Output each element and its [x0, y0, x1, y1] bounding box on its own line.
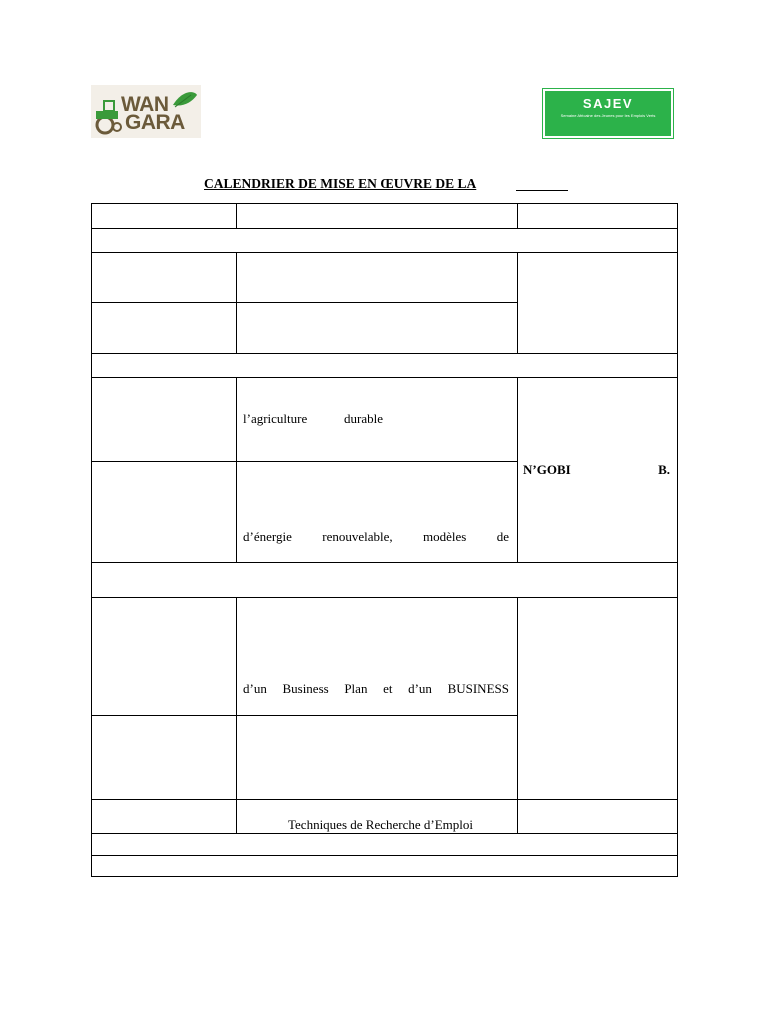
logo-text-wan: WAN	[121, 93, 169, 116]
row-divider	[92, 252, 677, 253]
sajev-logo	[543, 89, 673, 138]
column-divider	[236, 597, 237, 833]
cell-activity-job-search: Techniques de Recherche d’Emploi	[288, 817, 473, 832]
column-divider	[517, 377, 518, 562]
row-divider	[92, 353, 677, 354]
column-divider	[236, 377, 237, 562]
row-divider	[92, 377, 677, 378]
row-divider	[92, 562, 677, 563]
title-blank-underline	[516, 190, 568, 191]
row-divider	[92, 461, 517, 462]
row-divider	[92, 597, 677, 598]
column-divider	[517, 597, 518, 833]
sajev-name: SAJEV	[582, 96, 634, 111]
column-divider	[236, 252, 237, 353]
cell-activity-sustainable-agriculture: l’agriculture durable	[243, 411, 383, 426]
cell-responsible-ngobi: N’GOBI B.	[523, 462, 670, 477]
implementation-calendar-table	[91, 203, 678, 877]
column-divider	[236, 204, 237, 228]
cell-activity-renewable-energy: d’énergie renouvelable, modèles de	[243, 529, 509, 544]
row-divider	[92, 799, 677, 800]
row-divider	[92, 833, 677, 834]
row-divider	[92, 715, 517, 716]
wangara-logo	[91, 85, 201, 138]
row-divider	[92, 855, 677, 856]
row-divider	[92, 302, 517, 303]
sajev-tagline: Semaine Africaine des Jeunes pour les Emplois Verts	[560, 113, 656, 118]
row-divider	[92, 228, 677, 229]
cell-activity-business-plan: d’un Business Plan et d’un BUSINESS	[243, 681, 509, 696]
logo-text-gara: GARA	[125, 111, 185, 134]
document-title: CALENDRIER DE MISE EN ŒUVRE DE LA	[204, 176, 477, 191]
column-divider	[517, 252, 518, 353]
column-divider	[517, 204, 518, 228]
